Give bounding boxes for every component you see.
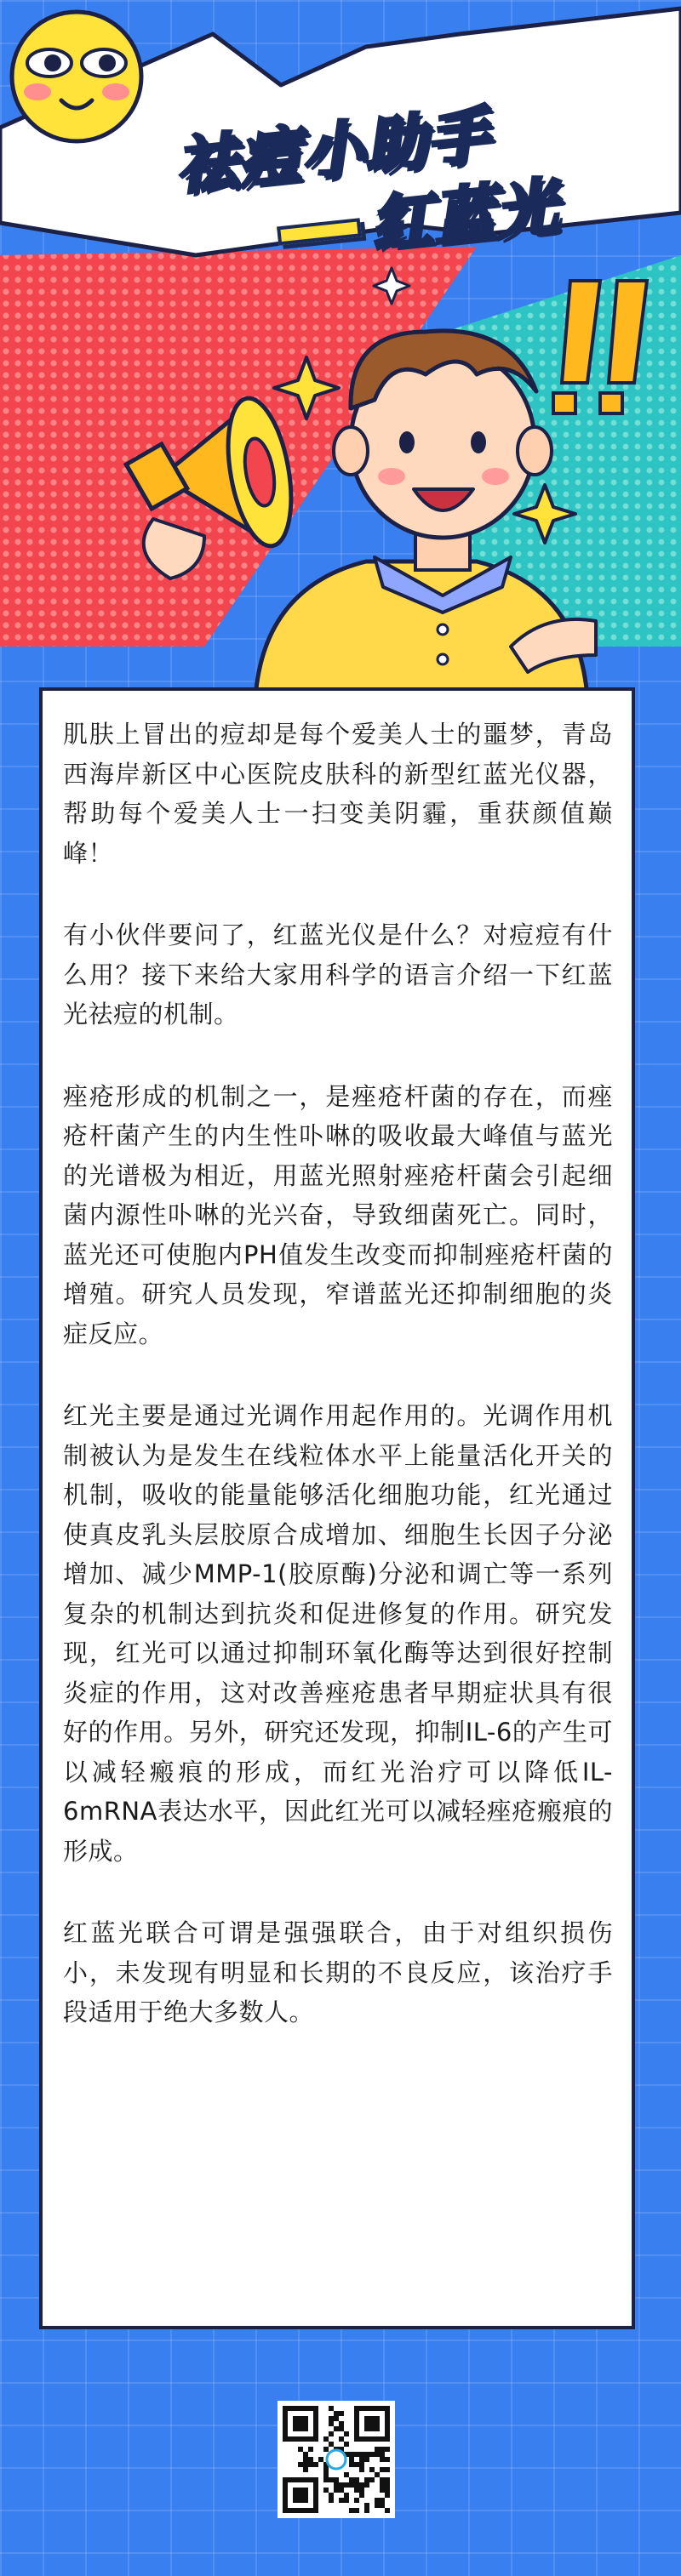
paragraph-combined: 红蓝光联合可谓是强强联合，由于对组织损伤小，未发现有明显和长期的不良反应，该治疗手段适用于绝大多数人。	[63, 1918, 613, 2026]
smiley-face-icon	[12, 12, 141, 141]
paragraph-red-light: 红光主要是通过光调作用起作用的。光调作用机制被认为是发生在线粒体水平上能量活化开关的机制，吸收的能量能够活化细胞功能，红光通过使真皮乳头层胶原合成增加、细胞生长因子分泌增加、减少MMP-1(胶原酶)分泌和调亡等一系列复杂的机制达到抗炎和促进修复的作用。研究发现，红光可以通过抑制环氧化酶等达到很好控制炎症的作用，这对改善痤疮患者早期症状具有很好的作用。另外，研究还发现，抑制IL-6的产生可以减轻瘢痕的形成，而红光治疗可以降低IL-6mRNA表达水平，因此红光可以减轻痤疮瘢痕的形成。	[63, 1401, 613, 1866]
article-card	[39, 687, 635, 2329]
paragraph-intro: 肌肤上冒出的痘却是每个爱美人士的噩梦，青岛西海岸新区中心医院皮肤科的新型红蓝光仪器，帮助每个爱美人士一扫变美阴霾，重获颜值巅峰！	[63, 720, 613, 868]
page-title: 祛痘小助手	[172, 99, 494, 203]
title-dash	[277, 218, 362, 245]
qr-code-icon	[278, 2401, 395, 2518]
qr-code-image	[283, 2406, 390, 2513]
page-subtitle: 红蓝光	[367, 169, 563, 261]
paragraph-question: 有小伙伴要问了，红蓝光仪是什么？对痘痘有什么用？接下来给大家用科学的语言介绍一下红蓝光祛痘的机制。	[63, 920, 613, 1029]
hero-banner	[0, 0, 681, 698]
paragraph-blue-light: 痤疮形成的机制之一，是痤疮杆菌的存在，而痤疮杆菌产生的内生性卟啉的吸收最大峰值与蓝光的光谱极为相近，用蓝光照射痤疮杆菌会引起细菌内源性卟啉的光兴奋，导致细菌死亡。同时，蓝光还可使胞内PH值发生改变而抑制痤疮杆菌的增殖。研究人员发现，窄谱蓝光还抑制细胞的炎症反应。	[63, 1081, 613, 1348]
